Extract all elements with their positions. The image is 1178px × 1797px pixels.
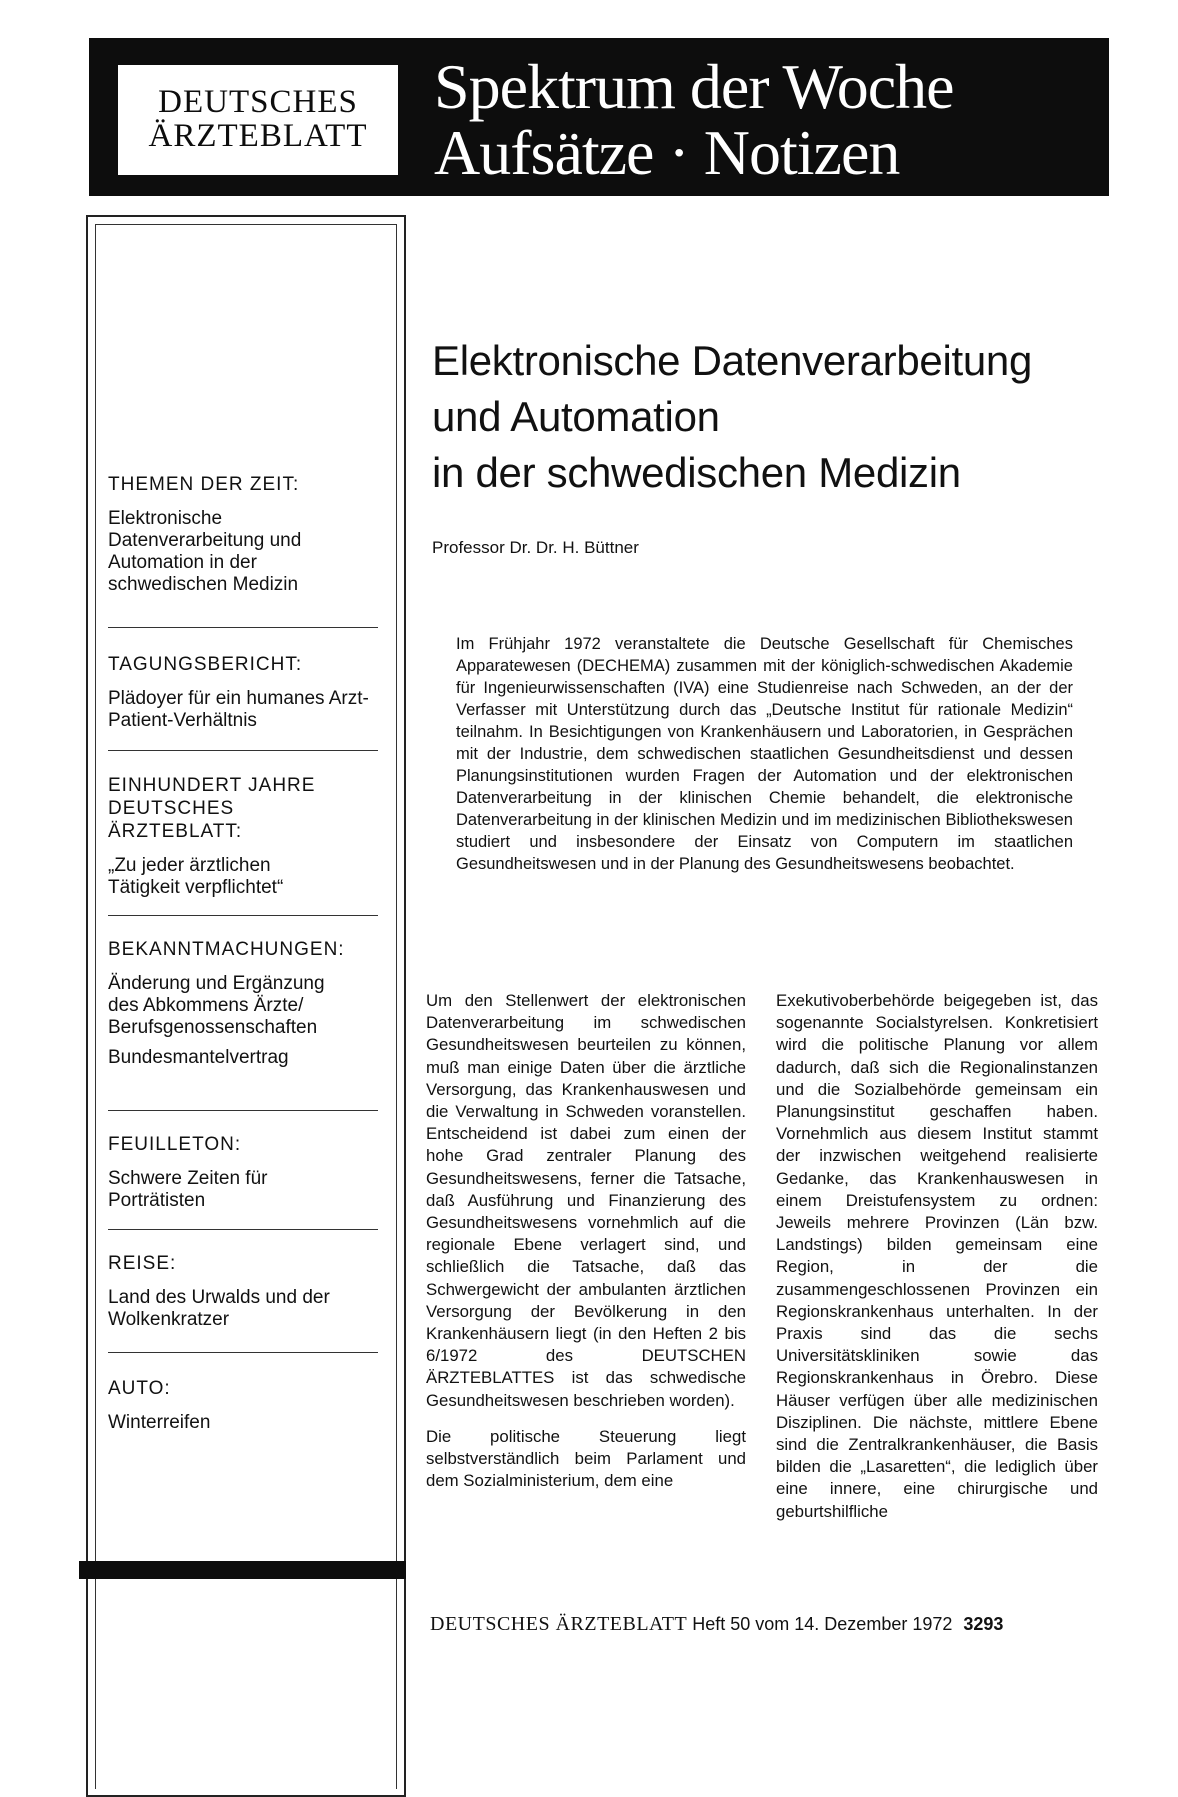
toc-section-tagungsbericht [108,653,378,732]
article-title [432,333,1132,501]
section-title-line-2: Aufsätze · Notizen [434,117,900,188]
toc-section-auto [108,1377,378,1434]
toc-item: Winterreifen [108,1412,211,1433]
toc-divider [108,1352,378,1353]
paragraph: Die politische Steuerung liegt selbstverständlich beim Parlament und dem Sozialministerium, dem eine [426,1426,746,1491]
article-title-line-3: in der schwedischen Medizin [432,449,961,496]
toc-heading: EINHUNDERT JAHRE DEUTSCHES ÄRZTEBLATT: [108,775,316,842]
footer-issue: Heft 50 vom 14. Dezember 1972 [692,1614,953,1634]
article-column-2 [776,990,1098,1523]
sidebar-bottom-bar [79,1561,406,1579]
article-column-1 [426,990,746,1492]
toc-divider [108,627,378,628]
masthead [89,38,1109,196]
toc-item: Bundesmantelvertrag [108,1047,289,1068]
article-lead: Im Frühjahr 1972 veranstaltete die Deutsche Gesellschaft für Chemisches Apparatewesen (DECHEMA) zusammen mit der königlich-schwedischen Akademie für Ingenieurwissenschaften (IVA) eine Studienreise nach Schweden, an der der Verfasser mit Unterstützung durch das „Deutsche Institut für rationale Medizin“ teilnahm. In Besichtigungen von Krankenhäusern und Laboratorien, in Gesprächen mit der Industrie, dem schwedischen staatlichen Gesundheitsdienst und dessen Planungsinstitutionen wurden Fragen der Automation und der elektronischen Datenverarbeitung in der klinischen Chemie behandelt, die elektronische Datenverarbeitung in der klinischen Medizin und im medizinischen Bibliothekswesen studiert und insbesondere der Einsatz von Computern im staatlichen Gesundheitswesen und in der Planung des Gesundheitswesens beobachtet. [456,635,1073,873]
toc-divider [108,915,378,916]
toc-item: Schwere Zeiten für Porträtisten [108,1168,268,1211]
footer-journal-name: DEUTSCHES ÄRZTEBLATT [430,1613,688,1635]
toc-heading: FEUILLETON: [108,1134,242,1155]
toc-heading: REISE: [108,1253,177,1274]
paragraph: Exekutivoberbehörde beigegeben ist, das sogenannte Socialstyrelsen. Konkretisiert wird die politische Planung vor allem dadurch, daß sich die Regionalinstanzen und die Sozialbehörde gemeinsam ein Planungsinstitut geschaffen haben. Vornehmlich aus diesem Institut stammt der inzwischen weitgehend realisierte Gedanke, das Krankenhauswesen in einem Dreistufensystem zu ordnen: Jeweils mehrere Provinzen (Län bzw. Landstings) bilden gemeinsam eine Region, in der die zusammengeschlossenen Provinzen ein Regionskrankenhaus unterhalten. In der Praxis sind das die sechs Universitätskliniken sowie das Regionskrankenhaus in Örebro. Diese Häuser verfügen über alle medizinischen Disziplinen. Die nächste, mittlere Ebene sind die Zentralkrankenhäuser, die Basis bilden die „Lasaretten“, die lediglich über eine innere, eine chirurgische und geburtshilfliche [776,991,1098,1521]
toc-section-einhundert-jahre [108,774,378,899]
toc-section-reise [108,1252,378,1331]
toc-item: Plädoyer für ein humanes Arzt-Patient-Verhältnis [108,688,369,731]
toc-divider [108,750,378,751]
toc-item: Änderung und Ergänzung des Abkommens Ärzte/ Berufsgenossenschaften [108,973,325,1038]
toc-item: Elektronische Datenverarbeitung und Automation in der schwedischen Medizin [108,508,302,595]
section-title [434,51,1104,188]
toc-divider [108,1229,378,1230]
page-number: 3293 [963,1614,1004,1634]
page-footer [430,1613,1003,1636]
toc-section-themen [108,473,378,596]
toc-item: „Zu jeder ärztlichen Tätigkeit verpflichtet“ [108,855,284,898]
article-title-line-2: und Automation [432,393,720,440]
article-author: Professor Dr. Dr. H. Büttner [432,538,639,557]
toc-divider [108,1110,378,1111]
article-title-line-1: Elektronische Datenverarbeitung [432,337,1033,384]
logo-line-2: ÄRZTEBLATT [148,118,368,154]
toc-item: Land des Urwalds und der Wolkenkratzer [108,1287,330,1330]
toc-section-feuilleton [108,1133,378,1212]
journal-logo [118,65,398,175]
toc-heading: AUTO: [108,1378,171,1399]
toc-section-bekanntmachungen [108,938,378,1069]
paragraph: Um den Stellenwert der elektronischen Datenverarbeitung im schwedischen Gesundheitswesen beurteilen zu können, muß man einige Daten über die ärztliche Versorgung, das Krankenhauswesen und die Verwaltung in Schweden voranstellen. Entscheidend ist dabei zum einen der hohe Grad zentraler Planung des Gesundheitswesens, ferner die Tatsache, daß Ausführung und Finanzierung des Gesundheitswesens vornehmlich auf die regionale Ebene verlagert sind, und schließlich die Tatsache, daß das Schwergewicht der ambulanten ärztlichen Versorgung der Bevölkerung in den Krankenhäusern liegt (in den Heften 2 bis 6/1972 des DEUTSCHEN ÄRZTEBLATTES ist das schwedische Gesundheitswesen beschrieben worden). [426,991,746,1410]
section-title-line-1: Spektrum der Woche [434,51,954,122]
logo-line-1: DEUTSCHES [158,84,358,120]
toc-heading: TAGUNGSBERICHT: [108,654,303,675]
toc-heading: BEKANNTMACHUNGEN: [108,939,345,960]
toc-heading: THEMEN DER ZEIT: [108,474,300,495]
